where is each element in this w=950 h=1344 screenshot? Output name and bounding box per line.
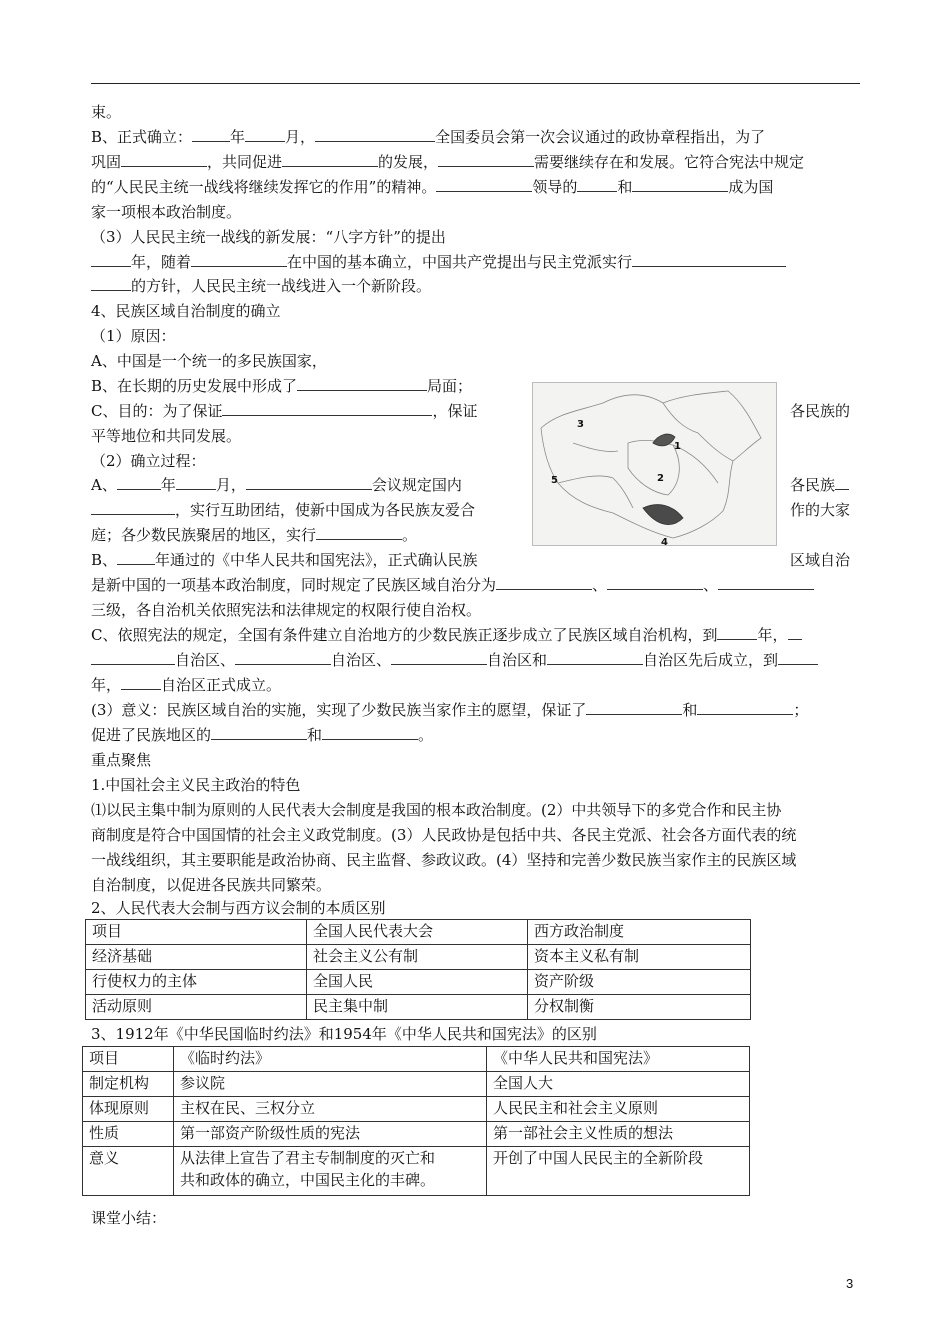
fill-blank[interactable] bbox=[91, 252, 131, 267]
text-line: B、正式确立： 年 月， 全国委员会第一次会议通过的政协章程指出，为了 bbox=[91, 128, 766, 146]
text-line: 巩固 ，共同促进 的发展， 需要继续存在和发展。它符合宪法中规定 bbox=[91, 153, 805, 171]
text-line: 自治区、 自治区、 自治区和 自治区先后成立，到 bbox=[91, 650, 818, 670]
fill-blank[interactable] bbox=[316, 525, 402, 540]
fill-blank[interactable] bbox=[297, 376, 427, 391]
text-line: 作的大家 bbox=[790, 501, 851, 519]
text-line: 各民族的 bbox=[790, 402, 851, 420]
table-row bbox=[86, 995, 751, 1020]
text-line: 平等地位和共同发展。 bbox=[91, 427, 242, 445]
table-cell: 资本主义私有制 bbox=[528, 945, 751, 970]
text-line: B、在长期的历史发展中形成了 局面； bbox=[91, 377, 473, 395]
comparison-table-1 bbox=[85, 919, 751, 1020]
fill-blank[interactable] bbox=[235, 650, 331, 665]
fill-blank[interactable] bbox=[835, 475, 849, 490]
table-row bbox=[83, 1122, 750, 1147]
table-cell: 开创了中国人民民主的全新阶段 bbox=[487, 1147, 750, 1196]
map-label: 3 bbox=[577, 419, 584, 430]
section-heading: 3、1912年《中华民国临时约法》和1954年《中华人民共和国宪法》的区别 bbox=[91, 1025, 597, 1043]
table-cell: 项目 bbox=[86, 920, 307, 945]
table-cell: 全国人大 bbox=[487, 1072, 750, 1097]
map-label: 4 bbox=[661, 537, 668, 546]
table-cell: 第一部资产阶级性质的宪法 bbox=[174, 1122, 487, 1147]
table-row bbox=[83, 1072, 750, 1097]
text-line: C、目的：为了保证 ，保证 bbox=[91, 402, 478, 420]
fill-blank[interactable] bbox=[496, 575, 592, 590]
table-row bbox=[86, 970, 751, 995]
fill-blank[interactable] bbox=[436, 177, 532, 192]
text-line: 家一项根本政治制度。 bbox=[91, 203, 242, 221]
text-line: 的“人民民主统一战线将继续发挥它的作用”的精神。 领导的 和 成为国 bbox=[91, 178, 774, 196]
fill-blank[interactable] bbox=[91, 650, 175, 665]
table-cell bbox=[174, 1147, 487, 1196]
fill-blank[interactable] bbox=[718, 575, 814, 590]
fill-blank[interactable] bbox=[121, 675, 161, 690]
table-cell: 意义 bbox=[83, 1147, 174, 1196]
table-cell: 人民民主和社会主义原则 bbox=[487, 1097, 750, 1122]
fill-blank[interactable] bbox=[322, 725, 418, 740]
fill-blank[interactable] bbox=[438, 152, 534, 167]
map-label: 2 bbox=[657, 473, 664, 484]
table-cell: 资产阶级 bbox=[528, 970, 751, 995]
fill-blank[interactable] bbox=[245, 127, 285, 142]
text-line: 一战线组织，其主要职能是政治协商、民主监督、参政议政。(4）坚持和完善少数民族当家作主的民族区域 bbox=[91, 851, 797, 869]
table-row bbox=[86, 920, 751, 945]
text-line: B、 年通过的《中华人民共和国宪法》，正式确认民族 bbox=[91, 551, 478, 569]
cell-line: 共和政体的确立，中国民主化的丰碑。 bbox=[180, 1171, 436, 1189]
table-cell: 分权制衡 bbox=[528, 995, 751, 1020]
fill-blank[interactable] bbox=[121, 152, 207, 167]
fill-blank[interactable] bbox=[391, 650, 487, 665]
text-line: （3）人民民主统一战线的新发展：“八字方针”的提出 bbox=[91, 228, 446, 246]
text-line: 束。 bbox=[91, 103, 122, 121]
map-label: 1 bbox=[674, 441, 681, 452]
table-cell: 行使权力的主体 bbox=[86, 970, 307, 995]
map-outline bbox=[533, 383, 776, 545]
page-number: 3 bbox=[846, 1276, 854, 1291]
text-line: 促进了民族地区的 和 。 bbox=[91, 726, 434, 744]
table-cell: 项目 bbox=[83, 1047, 174, 1072]
text-line: （2）确立过程： bbox=[91, 452, 206, 470]
fill-blank[interactable] bbox=[282, 152, 378, 167]
fill-blank[interactable] bbox=[176, 475, 216, 490]
fill-blank[interactable] bbox=[632, 252, 786, 267]
section-heading: 课堂小结： bbox=[91, 1209, 167, 1227]
map-label: 5 bbox=[551, 475, 558, 486]
table-cell: 经济基础 bbox=[86, 945, 307, 970]
china-map-figure bbox=[532, 382, 777, 546]
fill-blank[interactable] bbox=[586, 700, 682, 715]
table-row bbox=[83, 1097, 750, 1122]
table-row bbox=[86, 945, 751, 970]
table-cell: 民主集中制 bbox=[307, 995, 528, 1020]
table-cell: 《中华人民共和国宪法》 bbox=[487, 1047, 750, 1072]
fill-blank[interactable] bbox=[191, 252, 287, 267]
text-line: 区域自治 bbox=[790, 551, 851, 569]
table-cell: 全国人民代表大会 bbox=[307, 920, 528, 945]
text-line: 的方针，人民民主统一战线进入一个新阶段。 bbox=[91, 276, 431, 296]
fill-blank[interactable] bbox=[192, 127, 230, 142]
fill-blank[interactable] bbox=[788, 625, 802, 640]
table-cell: 主权在民、三权分立 bbox=[174, 1097, 487, 1122]
fill-blank[interactable] bbox=[117, 475, 161, 490]
section-heading: 1.中国社会主义民主政治的特色 bbox=[91, 776, 301, 794]
text-line: 商制度是符合中国国情的社会主义政党制度。(3）人民政协是包括中共、各民主党派、社会各方面代表的统 bbox=[91, 826, 797, 844]
text-line: 三级，各自治机关依照宪法和法律规定的权限行使自治权。 bbox=[91, 601, 482, 619]
text-line: 年， 自治区正式成立。 bbox=[91, 676, 282, 694]
fill-blank[interactable] bbox=[547, 650, 643, 665]
table-cell: 制定机构 bbox=[83, 1072, 174, 1097]
fill-blank[interactable] bbox=[315, 127, 435, 142]
fill-blank[interactable] bbox=[91, 500, 175, 515]
fill-blank[interactable] bbox=[717, 625, 757, 640]
fill-blank[interactable] bbox=[778, 650, 818, 665]
table-cell: 第一部社会主义性质的想法 bbox=[487, 1122, 750, 1147]
table-row bbox=[83, 1047, 750, 1072]
text-line: 各民族 bbox=[790, 475, 849, 495]
text-line: ，实行互助团结，使新中国成为各民族友爱合 bbox=[91, 500, 475, 520]
fill-blank[interactable] bbox=[117, 550, 155, 565]
text-line: 庭；各少数民族聚居的地区，实行 。 bbox=[91, 526, 418, 544]
text-line: A、 年 月， 会议规定国内 bbox=[91, 476, 462, 494]
text-line: 是新中国的一项基本政治制度，同时规定了民族区域自治分为 、 、 bbox=[91, 575, 814, 595]
text-line: 年，随着 在中国的基本确立，中国共产党提出与民主党派实行 bbox=[91, 252, 786, 272]
table-cell: 体现原则 bbox=[83, 1097, 174, 1122]
table-cell: 社会主义公有制 bbox=[307, 945, 528, 970]
text-line: A、中国是一个统一的多民族国家， bbox=[91, 352, 327, 370]
table-cell: 《临时约法》 bbox=[174, 1047, 487, 1072]
fill-blank[interactable] bbox=[91, 276, 131, 291]
table-cell: 西方政治制度 bbox=[528, 920, 751, 945]
fill-blank[interactable] bbox=[632, 177, 728, 192]
section-heading: 4、民族区域自治制度的确立 bbox=[91, 302, 281, 320]
table-cell: 全国人民 bbox=[307, 970, 528, 995]
table-cell: 活动原则 bbox=[86, 995, 307, 1020]
section-heading: 2、人民代表大会制与西方议会制的本质区别 bbox=[91, 899, 386, 917]
fill-blank[interactable] bbox=[222, 401, 432, 416]
table-cell: 参议院 bbox=[174, 1072, 487, 1097]
cell-line: 从法律上宣告了君主专制制度的灭亡和 bbox=[180, 1149, 436, 1167]
table-cell: 性质 bbox=[83, 1122, 174, 1147]
fill-blank[interactable] bbox=[697, 700, 793, 715]
text-line: (3）意义：民族区域自治的实施，实现了少数民族当家作主的愿望，保证了 和 ； bbox=[91, 701, 809, 719]
fill-blank[interactable] bbox=[246, 475, 372, 490]
text-line: ⑴以民主集中制为原则的人民代表大会制度是我国的根本政治制度。(2）中共领导下的多党合作和民主协 bbox=[91, 801, 782, 819]
text-line: （1）原因： bbox=[91, 327, 176, 345]
fill-blank[interactable] bbox=[607, 575, 703, 590]
header-rule bbox=[91, 83, 860, 84]
text-line: 自治制度，以促进各民族共同繁荣。 bbox=[91, 876, 332, 894]
section-heading: 重点聚焦 bbox=[91, 751, 152, 769]
comparison-table-2 bbox=[82, 1046, 750, 1196]
fill-blank[interactable] bbox=[577, 177, 617, 192]
text-line: C、依照宪法的规定，全国有条件建立自治地方的少数民族正逐步成立了民族区域自治机构，到 年， bbox=[91, 625, 802, 645]
fill-blank[interactable] bbox=[211, 725, 307, 740]
table-row bbox=[83, 1147, 750, 1196]
